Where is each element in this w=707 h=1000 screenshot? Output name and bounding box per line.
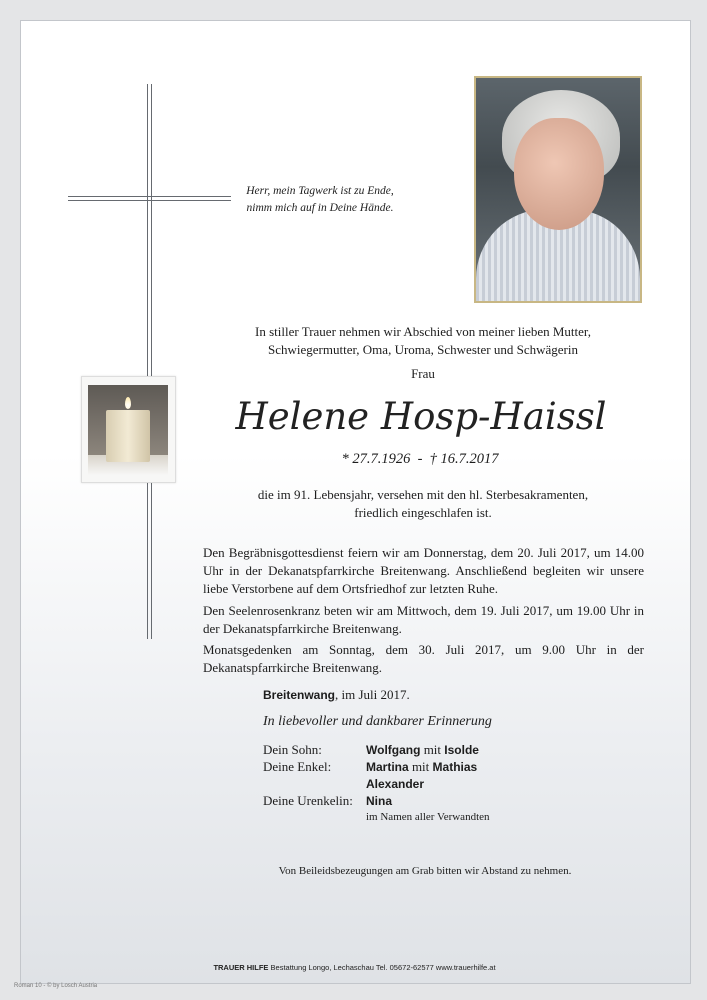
relative-label: Deine Enkel: — [263, 759, 332, 774]
funeral-home-footer — [20, 963, 689, 972]
footer-text: Bestattung Longo, Lechaschau Tel. 05672-62577 www.trauerhilfe.at — [268, 963, 496, 972]
candle-icon — [81, 376, 176, 483]
passing-text: die im 91. Lebensjahr, versehen mit den hl. Sterbesakramenten, friedlich eingeschlafen ist. — [257, 487, 589, 520]
corner-credit: Roman 10 - © by Losch Austria — [14, 983, 98, 989]
portrait-image — [476, 78, 640, 301]
portrait-photo — [474, 76, 642, 303]
place-name: Breitenwang — [263, 688, 336, 702]
relative-label: Deine Urenkelin: — [263, 793, 353, 808]
memorial-paragraph: Monatsgedenken am Sonntag, dem 30. Juli 2017, um 9.00 Uhr in der Dekanatspfarrkirche Breitenwang. — [203, 642, 644, 675]
footer-brand: TRAUER HILFE — [213, 963, 269, 972]
relative-names: Nina — [366, 794, 393, 808]
relative-names: Alexander — [366, 777, 425, 791]
relative-label: Dein Sohn: — [263, 742, 322, 757]
verse-line: Herr, mein Tagwerk ist zu Ende, — [246, 185, 394, 197]
death-date: † 16.7.2017 — [429, 451, 499, 467]
funeral-paragraph: Den Begräbnisgottesdienst feiern wir am Donnerstag, dem 20. Juli 2017, um 14.00 Uhr in der Dekanatspfarrkirche Breitenwang. Anschließend begleiten wir unsere liebe Verstorbene auf dem Ortsfriedhof zur letzten Ruhe. — [203, 545, 644, 596]
relative-names: Martina mit Mathias — [366, 759, 478, 774]
verse-line: nimm mich auf in Deine Hände. — [246, 202, 394, 214]
cross-icon-vertical — [147, 84, 152, 639]
relative-names: Wolfgang mit Isolde — [366, 742, 479, 757]
rosary-paragraph: Den Seelenrosenkranz beten wir am Mittwoch, dem 19. Juli 2017, um 19.00 Uhr in der Dekanatspfarrkirche Breitenwang. — [203, 603, 644, 636]
deceased-name: Helene Hosp-Haissl — [235, 395, 607, 438]
life-dates: * 27.7.1926 - † 16.7.2017 — [341, 451, 499, 467]
intro-text: In stiller Trauer nehmen wir Abschied von meiner lieben Mutter, Schwiegermutter, Oma, Uroma, Schwester und Schwägerin — [255, 324, 591, 357]
condolence-notice: Von Beileidsbezeugungen am Grab bitten wir Abstand zu nehmen. — [278, 865, 572, 877]
place-date: Breitenwang, im Juli 2017. — [263, 687, 410, 702]
title-frau: Frau — [411, 366, 435, 381]
family-note: im Namen aller Verwandten — [366, 811, 490, 823]
birth-date: * 27.7.1926 — [341, 451, 411, 467]
verse — [200, 183, 440, 217]
memory-line: In liebevoller und dankbarer Erinnerung — [263, 714, 492, 729]
